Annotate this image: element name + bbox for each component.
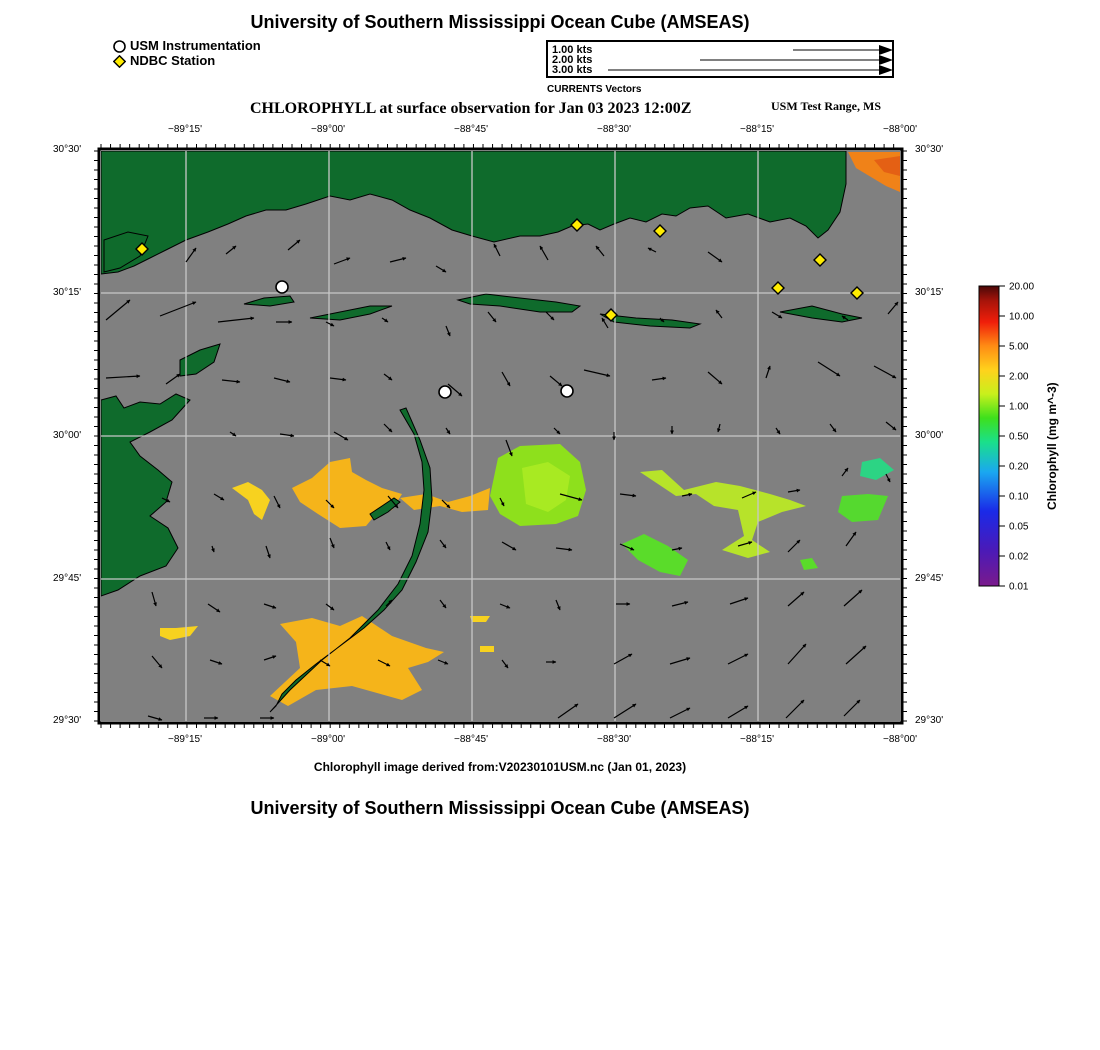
colorbar-tick-label: 0.02 [1009, 551, 1029, 563]
colorbar-tick-label: 1.00 [1009, 401, 1029, 413]
lon-tick-top: −88°30' [597, 124, 631, 135]
colorbar-gradient [979, 286, 999, 586]
legend-label: NDBC Station [130, 53, 216, 68]
vector-label-2kts: 2.00 kts [552, 54, 593, 66]
map-title: CHLOROPHYLL at surface observation for Jan 03 2023 12:00Z [250, 100, 692, 117]
lon-tick-top: −89°15' [168, 124, 202, 135]
lon-tick-bottom: −89°00' [311, 734, 345, 745]
vector-label-3kts: 3.00 kts [552, 64, 593, 76]
colorbar-tick-label: 5.00 [1009, 341, 1029, 353]
lat-tick-left: 30°00' [53, 430, 82, 441]
colorbar-tick-label: 20.00 [1009, 281, 1035, 293]
map-region-label: USM Test Range, MS [771, 99, 882, 113]
colorbar-title: Chlorophyll (mg m^-3) [1045, 382, 1059, 510]
colorbar-tick-label: 0.01 [1009, 581, 1029, 592]
usm-instrument-marker [276, 281, 288, 293]
lon-tick-bottom: −88°00' [883, 734, 917, 745]
lat-tick-left: 29°45' [53, 573, 82, 584]
lat-tick-right: 30°15' [915, 287, 944, 298]
lat-tick-left: 30°30' [53, 144, 82, 155]
colorbar [975, 280, 1055, 592]
map-canvas [90, 140, 912, 732]
lat-tick-right: 30°00' [915, 430, 944, 441]
lon-tick-bottom: −88°45' [454, 734, 488, 745]
data-source-caption: Chlorophyll image derived from:V20230101USM.nc (Jan 01, 2023) [313, 760, 687, 774]
page-title: University of Southern Mississippi Ocean Cube (AMSEAS) [250, 12, 750, 32]
colorbar-tick-label: 2.00 [1009, 371, 1029, 383]
lon-tick-top: −88°45' [454, 124, 488, 135]
vector-arrows [548, 42, 892, 76]
lat-tick-right: 29°30' [915, 715, 944, 726]
lon-tick-bottom: −89°15' [168, 734, 202, 745]
lon-tick-top: −88°15' [740, 124, 774, 135]
colorbar-tick-label: 0.05 [1009, 521, 1029, 533]
lat-tick-right: 29°45' [915, 573, 944, 584]
usm-instrument-marker [561, 385, 573, 397]
legend-label: USM Instrumentation [130, 38, 261, 53]
vector-legend [546, 40, 894, 78]
lon-tick-bottom: −88°15' [740, 734, 774, 745]
vector-label-1kts: 1.00 kts [552, 44, 593, 56]
colorbar-tick-label: 0.50 [1009, 431, 1029, 443]
legend-usm-instrumentation [113, 38, 261, 53]
lon-tick-bottom: −88°30' [597, 734, 631, 745]
colorbar-tick-label: 0.10 [1009, 491, 1029, 503]
vector-legend-caption: CURRENTS Vectors [547, 84, 642, 95]
legend-ndbc-station [113, 53, 215, 68]
lon-tick-top: −88°00' [883, 124, 917, 135]
diamond-icon [113, 55, 126, 68]
lat-tick-right: 30°30' [915, 144, 944, 155]
lon-tick-top: −89°00' [311, 124, 345, 135]
footer-title: University of Southern Mississippi Ocean Cube (AMSEAS) [250, 798, 750, 818]
lat-tick-left: 30°15' [53, 287, 82, 298]
lat-tick-left: 29°30' [53, 715, 82, 726]
colorbar-tick-label: 10.00 [1009, 311, 1035, 323]
colorbar-tick-label: 0.20 [1009, 461, 1029, 473]
circle-icon [113, 40, 126, 53]
usm-instrument-marker [439, 386, 451, 398]
